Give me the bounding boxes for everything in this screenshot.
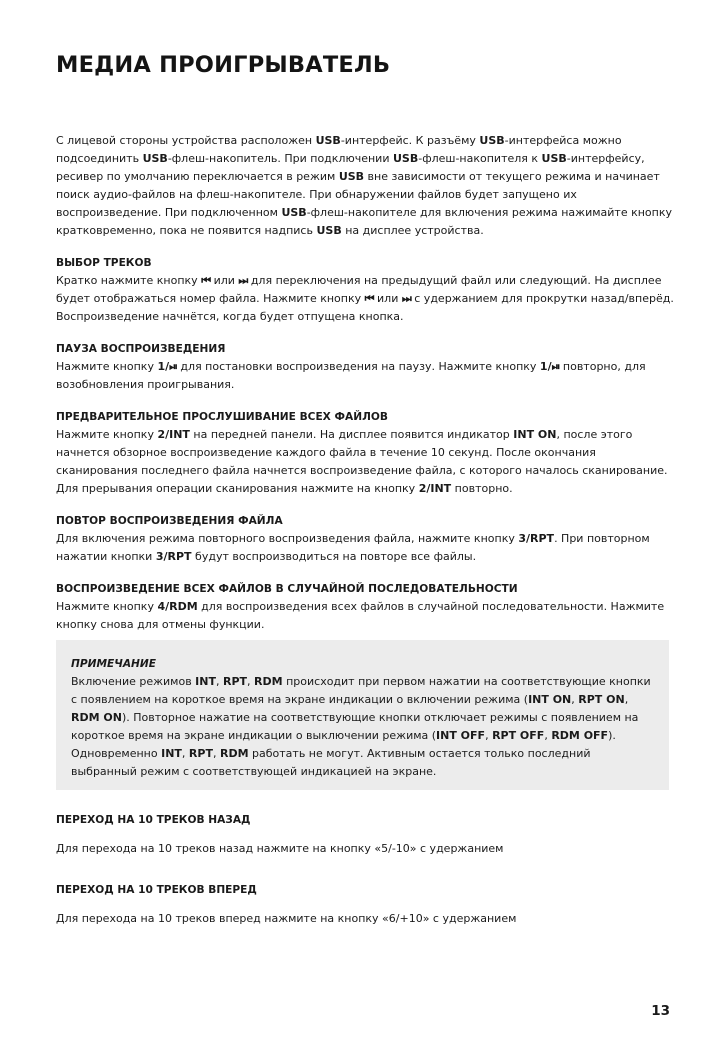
section-heading-preview: ПРЕДВАРИТЕЛЬНОЕ ПРОСЛУШИВАНИЕ ВСЕХ ФАЙЛОВ	[56, 411, 388, 423]
random-paragraph: Нажмите кнопку 4/RDM для воспроизведения всех файлов в случайной последовательности. Нажмите кнопку снова для отмены функции.	[56, 600, 665, 631]
intro-paragraph: С лицевой стороны устройства расположен USB-интерфейс. К разъёму USB-интерфейса можно подсоединить USB-флеш-накопитель. При подключении USB-флеш-накопителя к USB-интерфейсу, ресивер по умолчанию переключается в режим USB вне зависимости от текущего режима и начинает поиск аудио-файлов на флеш-накопителе. При обнаружении файлов будет запущено их воспроизведение. При подключенном USB-флеш-накопителе для включения режима нажимайте кнопку кратковременно, пока не появится надпись USB на дисплее устройства.	[56, 134, 673, 237]
next-track-icon: ⏭	[401, 292, 411, 305]
preview-paragraph: Нажмите кнопку 2/INT на передней панели. На дисплее появится индикатор INT ON, после этого начнется обзорное воспроизведение каждого файла в течение 10 секунд. После окончания сканирования последнего файла начнется воспроизведение файла, с которого началось сканирование. Для прерывания операции сканирования нажмите на кнопку 2/INT повторно.	[56, 428, 668, 495]
forward10-paragraph: Для перехода на 10 треков вперед нажмите на кнопку «6/+10» с удержанием	[56, 912, 517, 925]
page-title: МЕДИА ПРОИГРЫВАТЕЛЬ	[56, 52, 391, 78]
page-number: 13	[651, 1003, 670, 1019]
secondary-content	[56, 811, 674, 939]
note-paragraph: Включение режимов INT, RPT, RDM происходит при первом нажатии на соответствующие кнопки с появлением на короткое время на экране индикации о включении режима (INT ON, RPT ON, RDM ON). Повторное нажатие на соответствующие кнопки отключает режимы с появлением на короткое время на экране индикации о выключении режима (INT OFF, RPT OFF, RDM OFF). Одновременно INT, RPT, RDM работать не могут. Активным остается только последний выбранный режим с соответствующей индикацией на экране.	[71, 675, 651, 778]
previous-track-icon: ⏮	[364, 292, 374, 305]
pause-paragraph: Нажмите кнопку 1/⏯ для постановки воспроизведения на паузу. Нажмите кнопку 1/⏯ повторно, для возобновления проигрывания.	[56, 360, 646, 391]
track-select-paragraph: Кратко нажмите кнопку ⏮ или ⏭ для переключения на предыдущий файл или следующий. На дисплее будет отображаться номер файла. Нажмите кнопку ⏮ или ⏭ с удержанием для прокрутки назад/вперёд. Воспроизведение начнётся, когда будет отпущена кнопка.	[56, 274, 674, 323]
previous-track-icon: ⏮	[201, 274, 211, 287]
back10-paragraph: Для перехода на 10 треков назад нажмите на кнопку «5/-10» с удержанием	[56, 842, 504, 855]
play-pause-icon: ⏯	[169, 360, 177, 373]
section-heading-repeat: ПОВТОР ВОСПРОИЗВЕДЕНИЯ ФАЙЛА	[56, 515, 283, 527]
section-heading-track-select: ВЫБОР ТРЕКОВ	[56, 257, 152, 269]
note-title: ПРИМЕЧАНИЕ	[71, 658, 157, 670]
play-pause-icon: ⏯	[551, 360, 560, 373]
section-heading-pause: ПАУЗА ВОСПРОИЗВЕДЕНИЯ	[56, 343, 226, 355]
main-content	[56, 132, 674, 634]
note-box	[56, 640, 669, 790]
section-heading-forward10: ПЕРЕХОД НА 10 ТРЕКОВ ВПЕРЕД	[56, 884, 257, 896]
section-heading-back10: ПЕРЕХОД НА 10 ТРЕКОВ НАЗАД	[56, 814, 251, 826]
next-track-icon: ⏭	[238, 274, 248, 287]
repeat-paragraph: Для включения режима повторного воспроизведения файла, нажмите кнопку 3/RPT. При повторном нажатии кнопки 3/RPT будут воспроизводиться на повторе все файлы.	[56, 532, 650, 563]
section-heading-random: ВОСПРОИЗВЕДЕНИЕ ВСЕХ ФАЙЛОВ В СЛУЧАЙНОЙ ПОСЛЕДОВАТЕЛЬНОСТИ	[56, 583, 518, 595]
